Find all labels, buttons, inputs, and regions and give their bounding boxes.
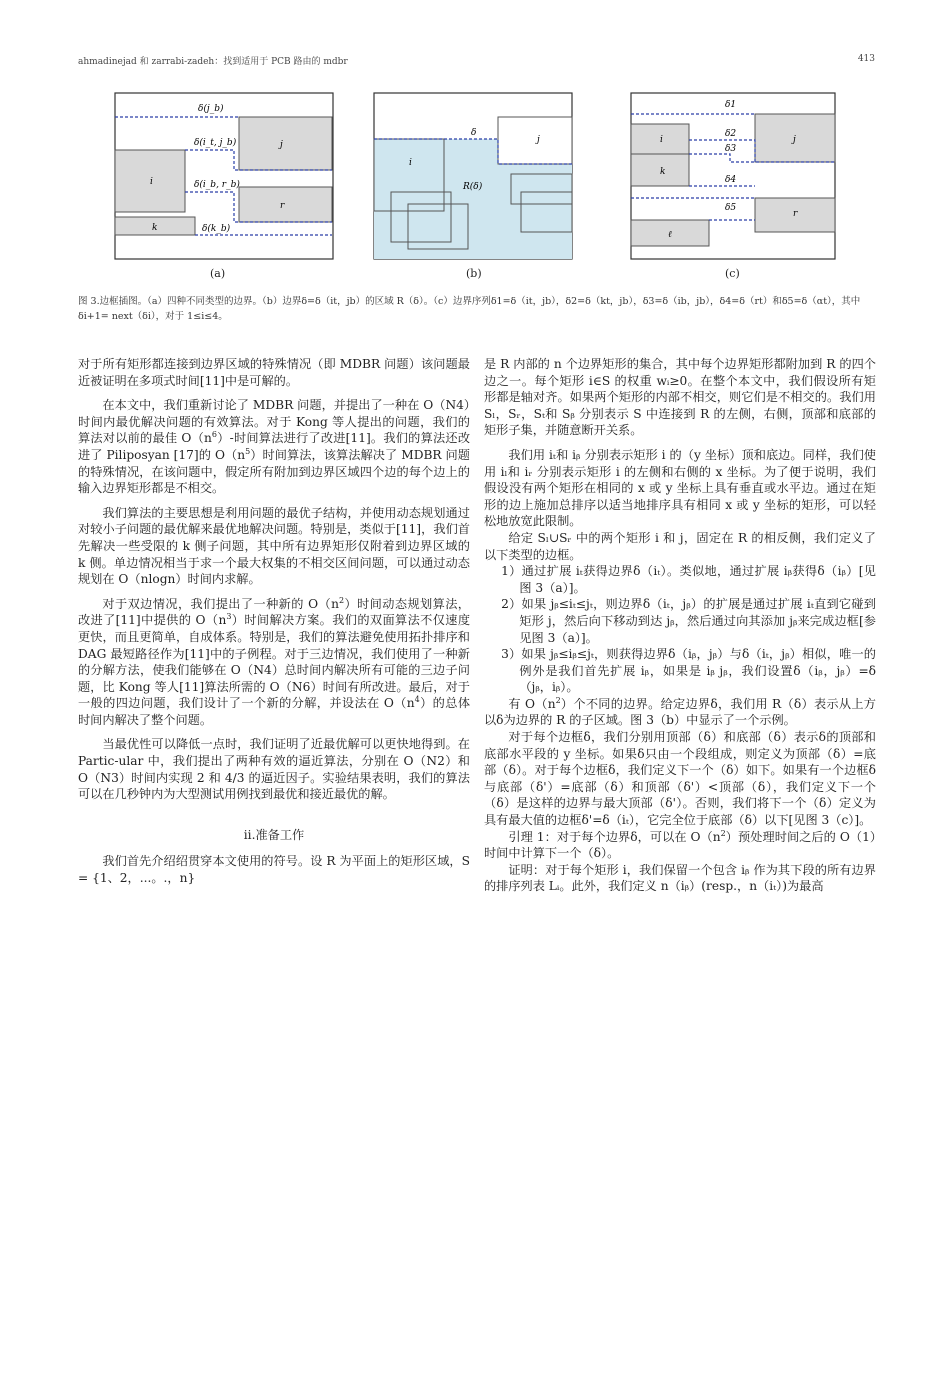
list-item: 2）如果 jᵦ≤iₜ≤jₜ，则边界δ（iₜ，jᵦ）的扩展是通过扩展 iₜ直到它碰到矩形 j，然后向下移动到达 jᵦ，然后通过向其添加 jᵦ来完成边框[参见图 3（a）]。 <box>501 597 876 645</box>
left-column <box>78 356 470 887</box>
page-number: 413 <box>857 54 875 64</box>
paragraph: 对于所有矩形都连接到边界区域的特殊情况（即 MDBR 问题）该问题最近被证明在多项式时间[11]中是可解的。 <box>78 357 470 388</box>
panel-label-b: (b) <box>466 267 482 280</box>
label-j: j <box>793 135 796 145</box>
lemma: 引理 1：对于每个边界δ，可以在 $O(n^2)$预处理时间之后的 O（1）时间中计算下一个（δ）。 <box>484 828 876 861</box>
paragraph: 我们首先介绍绍贯穿本文使用的符号。设 R 为平面上的矩形区域，S = {1、2，...。.，n} <box>78 854 470 886</box>
section-title: ii.准备工作 <box>243 827 305 842</box>
list-item: 3）如果 jᵦ≤iᵦ≤jₜ，则获得边界δ（iᵦ，jᵦ）与δ（iₜ，jᵦ）相似，唯一的例外是我们首先扩展 iᵦ，如果是 iᵦ jᵦ，我们设置δ（iᵦ，jᵦ）=δ（jᵦ，iᵦ）。 <box>501 647 876 695</box>
label-i: i <box>660 135 663 145</box>
figure-panel-a <box>114 92 334 260</box>
right-column <box>484 356 876 895</box>
label-k: k <box>660 167 666 177</box>
paragraph: 有 $O(n^2)$个不同的边界。给定边界δ，我们用 R（δ）表示从上方以δ为边界的 R 的子区域。图 3（b）中显示了一个示例。 <box>484 695 876 728</box>
paragraph: 给定 Sₗ∪Sᵣ 中的两个矩形 i 和 j，固定在 R 的相反侧，我们定义了以下类型的边框。 <box>484 530 876 562</box>
figure-caption: 图 3.边框插图。（a）四种不同类型的边界。（b）边界δ=δ（it，jb）的区域 R（δ）。（c）边界序列δ1=δ（it，jb），δ2=δ（kt，jb），δ3=δ（ib，jb），δ4=δ（rt）和δ5=δ（αt），其中δi+1= next（δi），对于 1≤i≤4。 <box>78 296 861 322</box>
panel-label-c: (c) <box>725 267 740 280</box>
label-delta-ib-rb: δ(i_b, r_b) <box>194 180 240 190</box>
rect-r <box>239 187 332 222</box>
label-i: i <box>150 177 153 187</box>
figure-panel-c <box>630 92 836 260</box>
label-delta5: δ5 <box>725 203 737 213</box>
paragraph: 对于每个边框δ，我们分别用顶部（δ）和底部（δ）表示δ的顶部和底部水平段的 y 坐标。如果δ只由一个段组成，则定义为顶部（δ）=底部（δ）。对于每个边框δ，我们定义下一个（δ）如下。如果有一个边框δ与底部（δ'）=底部（δ）和顶部（δ'）<顶部（δ），我们定义下一个（δ）是这样的边界与最大顶部（δ'）。否则，我们将下一个（δ）定义为具有最大值的边框δ'=δ（iₜ），它完全位于底部（δ）以下[见图 3（c）]。 <box>484 730 876 828</box>
figure-panel-b <box>373 92 573 260</box>
list-item: 1）通过扩展 iₜ获得边界δ（iₜ）。类似地，通过扩展 iᵦ获得δ（iᵦ）[见图 3（a）]。 <box>501 564 876 595</box>
label-delta1: δ1 <box>725 100 737 110</box>
label-k: k <box>152 223 158 233</box>
paragraph: 当最优性可以降低一点时，我们证明了近最优解可以更快地得到。在 Partic-ular 中，我们提出了两种有效的逼近算法，分别在 O（N2）和 O（N3）时间内实现 2 和 4/3 的逼近因子。实验结果表明，我们的算法可以在几秒钟内为大型测试用例找到最优和接近最优的解。 <box>78 737 470 802</box>
running-header: ahmadinejad 和 zarrabi-zadeh：找到适用于 PCB 路由的 mdbr <box>78 57 348 67</box>
label-j: j <box>537 135 540 145</box>
paragraph: 是 R 内部的 n 个边界矩形的集合，其中每个边界矩形都附加到 R 的四个边之一。每个矩形 i∈S 的权重 wᵢ≥0。在整个本文中，我们假设所有矩形都是轴对齐。如果两个矩形的内部不相交，则它们是不相交的。我们用 Sₗ，Sᵣ，Sₜ和 Sᵦ 分别表示 S 中连接到 R 的左侧，右侧，顶部和底部的矩形子集，并随意断开关系。 <box>484 357 876 438</box>
paragraph: 对于双边情况，我们提出了一种新的 $O(n^2)$时间动态规划算法，改进了[11]中提供的 $O(n^3)$时间解决方案。我们的双面算法不仅速度更快，而且更简单，自成体系。特别是，我们的算法避免使用拓扑排序和 DAG 最短路径作为[11]中的子例程。对于三边情况，我们使用了一种新的分解方法，使我们能够在 O（N4）总时间内解决所有可能的三边子问题，比 Kong 等人[11]算法所需的 O（N6）时间有所改进。最后，对于一般的四边问题，我们设计了一个新的分解，并设法在 $O(n^4)$的总体时间内解决了整个问题。 <box>78 595 471 727</box>
label-i: i <box>409 158 412 168</box>
label-delta3: δ3 <box>725 144 737 154</box>
label-delta: δ <box>471 128 477 138</box>
label-delta-kb: δ(k_b) <box>202 224 231 234</box>
label-j: j <box>280 140 283 150</box>
rect-j <box>498 117 572 164</box>
label-r: r <box>280 201 285 211</box>
label-r: r <box>793 209 798 219</box>
paragraph: 我们用 iₜ和 iᵦ 分别表示矩形 i 的（y 坐标）顶和底边。同样，我们使用 iₗ和 iᵣ 分别表示矩形 i 的左侧和右侧的 x 坐标。为了便于说明，我们假设没有两个矩形在相同的 x 或 y 坐标上具有垂直或水平边。通过在矩形的边上施加总排序以适当地排序具有相同 x 或 y 坐标的矩形，可以轻松地放宽此限制。 <box>484 447 876 529</box>
label-region: R(δ) <box>463 182 483 192</box>
label-delta-jb: δ(j_b) <box>198 104 224 114</box>
panel-label-a: (a) <box>210 267 226 280</box>
label-l: ℓ <box>668 230 672 240</box>
rect-j <box>239 117 332 170</box>
label-delta-it-jb: δ(i_t, j_b) <box>194 138 237 148</box>
paragraph: 我们算法的主要思想是利用问题的最优子结构，并使用动态规划通过对较小子问题的最优解来最优地解决问题。特别是，类似于[11]，我们首先解决一些受限的 k 侧子问题，其中所有边界矩形仅附着到边界区域的 k 侧。单边情况相当于求一个最大权集的不相交区间问题，可以通过动态规划在 O（nlogn）时间内求解。 <box>78 505 470 587</box>
label-delta4: δ4 <box>725 175 737 185</box>
paragraph: 在本文中，我们重新讨论了 MDBR 问题，并提出了一种在 O（N4）时间内最优解决问题的有效算法。对于 Kong 等人提出的问题，我们的算法对以前的最佳 $O(n^6)-$时间算法进行了改进[11]。我们的算法还改进了 Piliposyan [17]的 $O(n^5)$时间算法，该算法解决了 MDBR 问题的特殊情况，在该问题中，假定所有附加到边界区域四个边的每个边上的输入边界矩形都是不相交。 <box>78 398 471 496</box>
proof: 证明：对于每个矩形 i，我们保留一个包含 iᵦ 作为其下段的所有边界的排序列表 Lᵢ。此外，我们定义 n（iᵦ）(resp.，n（iₜ）)为最高 <box>484 862 876 894</box>
label-delta2: δ2 <box>725 129 737 139</box>
